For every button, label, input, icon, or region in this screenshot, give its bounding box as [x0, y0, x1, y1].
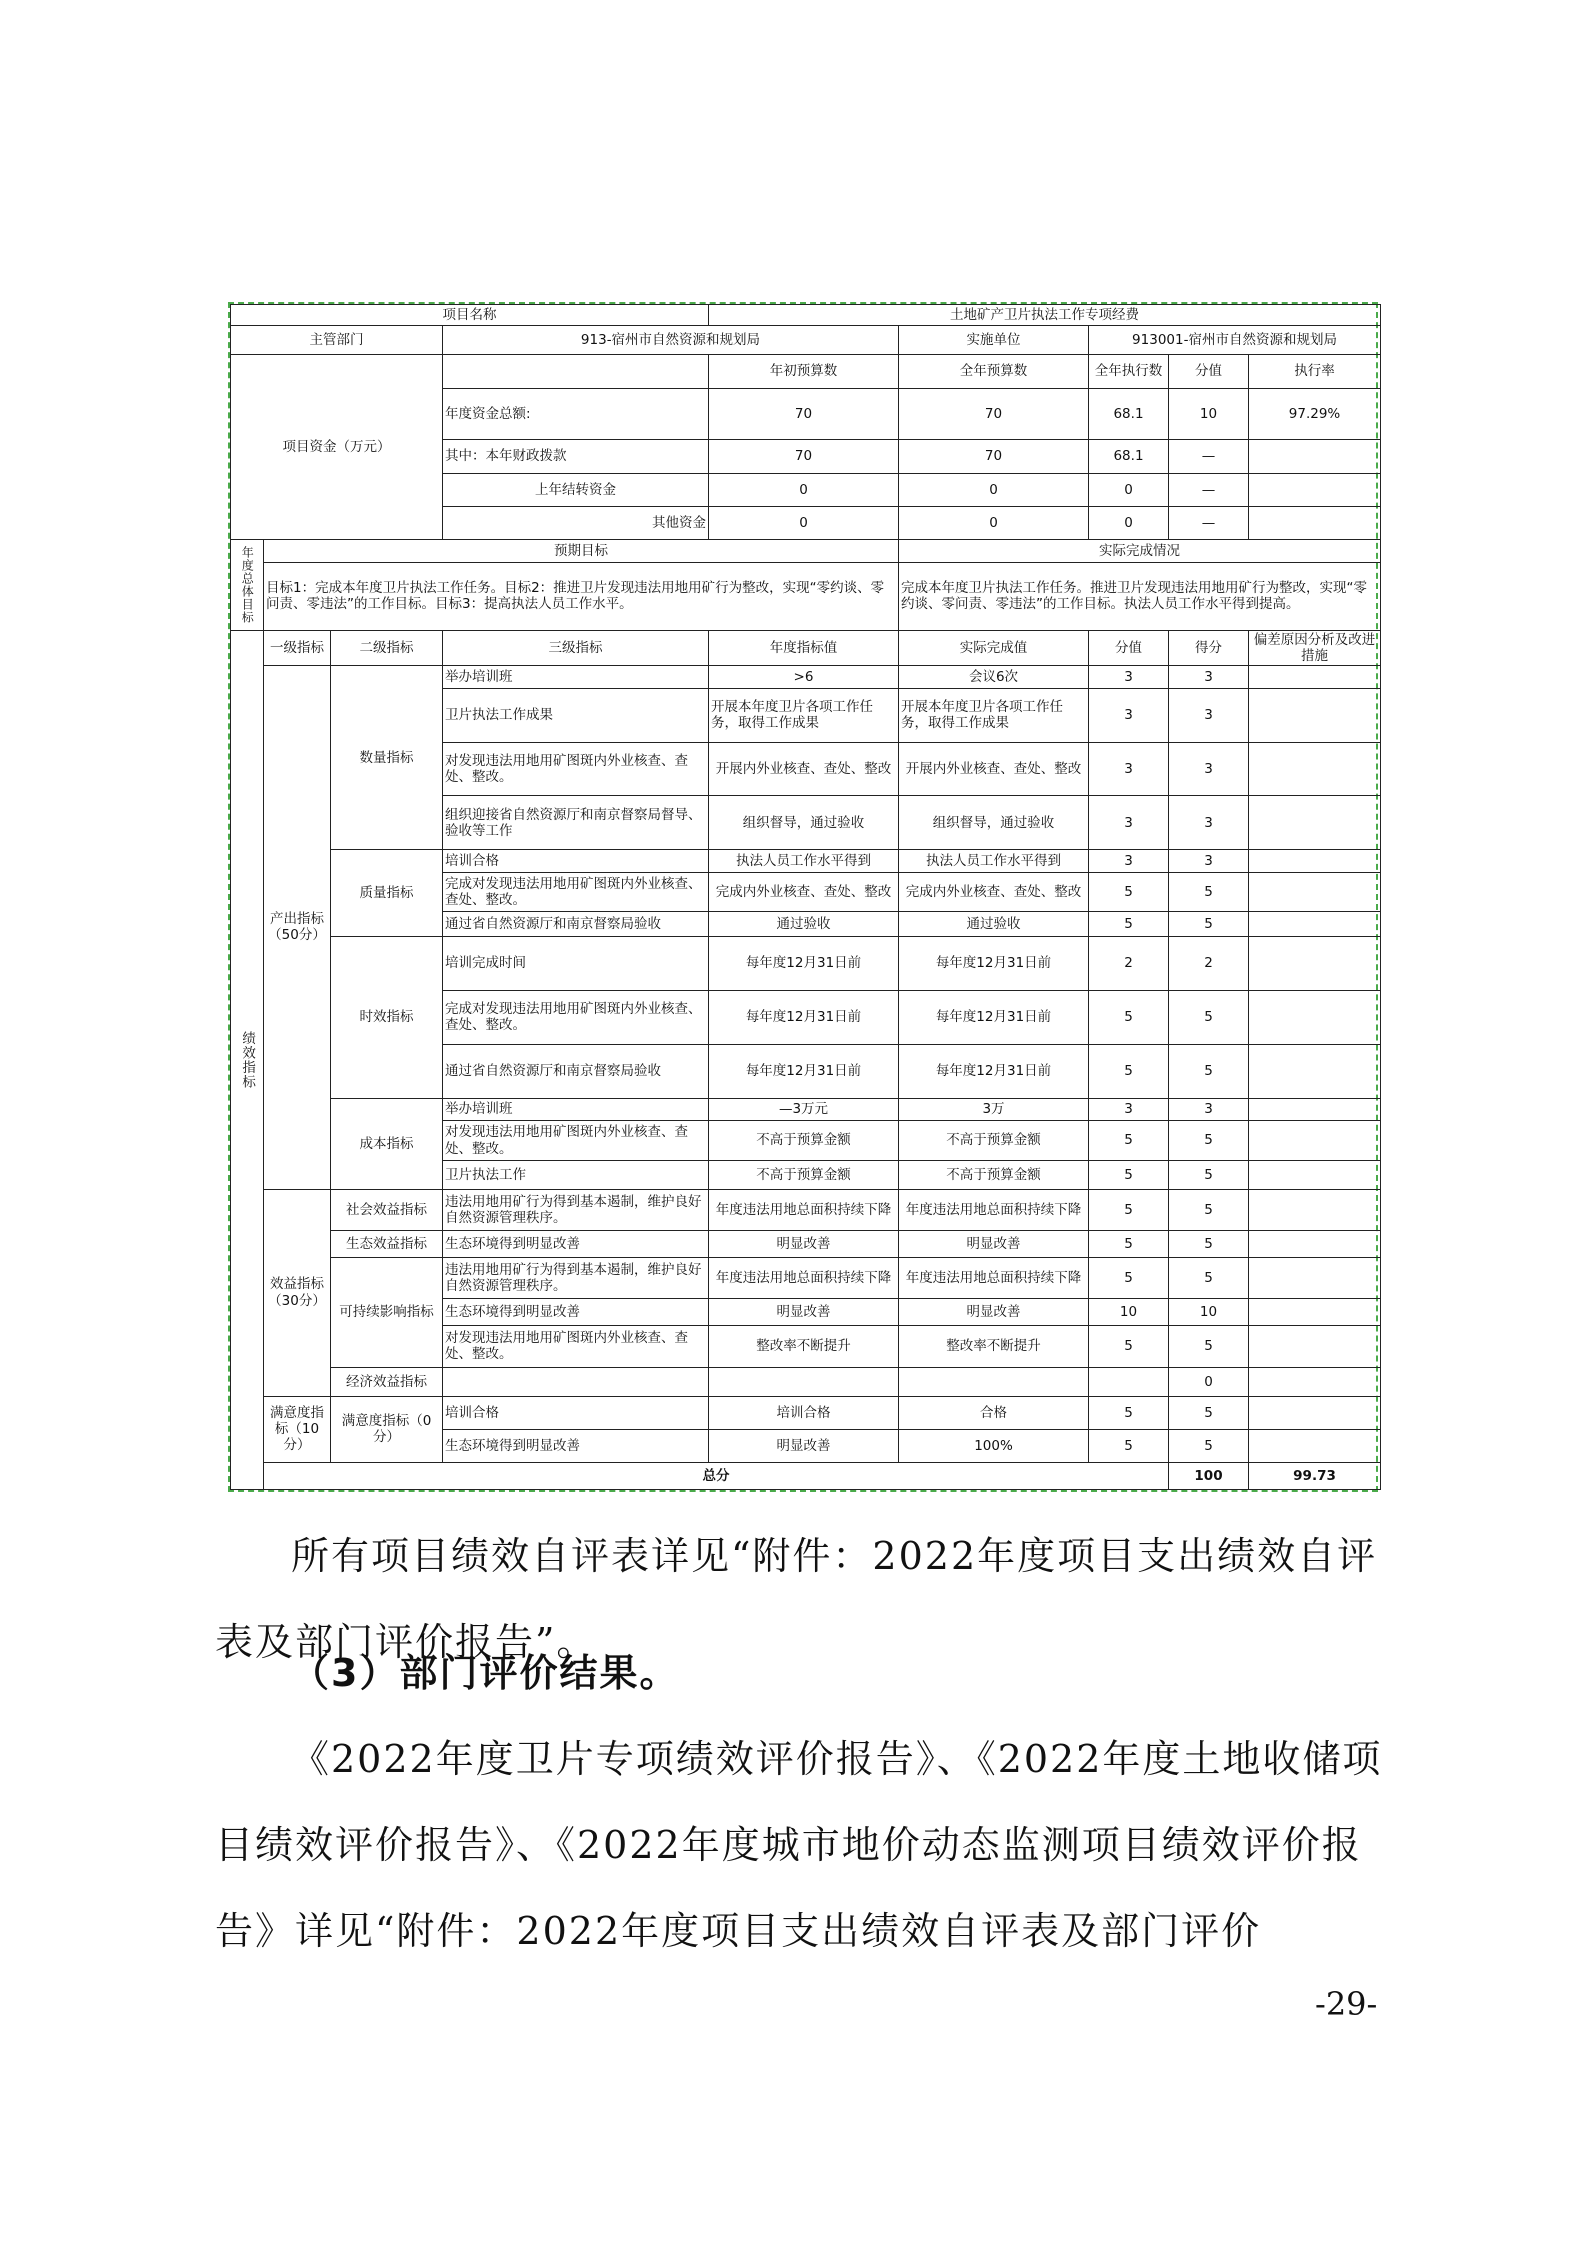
funds-header: 全年执行数 [1089, 354, 1169, 389]
ind-c7: 3 [1169, 666, 1249, 689]
ind-c6 [1089, 1367, 1169, 1396]
ind-c6: 3 [1089, 688, 1169, 742]
funds-cell: 0 [709, 473, 899, 506]
ind-c4: 培训合格 [709, 1396, 899, 1429]
ind-c6: 5 [1089, 1257, 1169, 1298]
ind-c8 [1249, 1429, 1381, 1462]
ind-c3: 卫片执法工作成果 [443, 688, 709, 742]
ind-header: 三级指标 [443, 630, 709, 665]
performance-evaluation-table [230, 304, 1381, 1490]
ind-c5: 组织督导，通过验收 [899, 796, 1089, 850]
expected-goal-label: 预期目标 [264, 539, 899, 562]
effect-label: 效益指标（30分） [264, 1189, 331, 1396]
ind-c4: 整改率不断提升 [709, 1326, 899, 1367]
ind-c8 [1249, 1299, 1381, 1326]
ind-c3 [443, 1367, 709, 1396]
ind-c4: 执法人员工作水平得到 [709, 850, 899, 873]
ind-c7: 5 [1169, 1326, 1249, 1367]
ind-c8 [1249, 666, 1381, 689]
ind-c3: 举办培训班 [443, 1098, 709, 1121]
ind-c7: 5 [1169, 1231, 1249, 1258]
ind-c6: 5 [1089, 1326, 1169, 1367]
ind-c6: 5 [1089, 1044, 1169, 1098]
ind-header: 得分 [1169, 630, 1249, 665]
ind-c5: 完成内外业核查、查处、整改 [899, 873, 1089, 912]
ind-c6: 10 [1089, 1299, 1169, 1326]
ind-c5: 执法人员工作水平得到 [899, 850, 1089, 873]
ind-c5: 100% [899, 1429, 1089, 1462]
ind-c4: 不高于预算金额 [709, 1160, 899, 1189]
impl-value: 913001-宿州市自然资源和规划局 [1089, 325, 1381, 354]
ind-c4: 开展本年度卫片各项工作任务，取得工作成果 [709, 688, 899, 742]
ind-c3: 生态环境得到明显改善 [443, 1231, 709, 1258]
ind-c8 [1249, 1396, 1381, 1429]
ind-c6: 5 [1089, 1121, 1169, 1160]
ind-c6: 3 [1089, 742, 1169, 796]
funds-cell: 0 [1089, 473, 1169, 506]
ind-c8 [1249, 1098, 1381, 1121]
funds-cell: — [1169, 506, 1249, 539]
funds-cell [1249, 440, 1381, 473]
ind-c7: 5 [1169, 1121, 1249, 1160]
ind-c7: 5 [1169, 990, 1249, 1044]
ind-c7: 5 [1169, 912, 1249, 937]
ind-c3: 组织迎接省自然资源厅和南京督察局督导、验收等工作 [443, 796, 709, 850]
funds-row-label: 其他资金 [443, 506, 709, 539]
funds-row-label: 上年结转资金 [443, 473, 709, 506]
ind-c7: 3 [1169, 1098, 1249, 1121]
ind-c4: 每年度12月31日前 [709, 937, 899, 991]
annual-goal-label [231, 539, 264, 630]
ind-c6: 2 [1089, 937, 1169, 991]
ind-c6: 5 [1089, 1189, 1169, 1230]
ind-c5: 每年度12月31日前 [899, 1044, 1089, 1098]
funds-row-label: 年度资金总额: [443, 389, 709, 440]
ind-header: 年度指标值 [709, 630, 899, 665]
quality-label: 质量指标 [331, 850, 443, 937]
ind-c5: 不高于预算金额 [899, 1121, 1089, 1160]
ind-c3: 培训合格 [443, 1396, 709, 1429]
funds-cell: 70 [709, 440, 899, 473]
ind-c5: 不高于预算金额 [899, 1160, 1089, 1189]
funds-header: 年初预算数 [709, 354, 899, 389]
funds-cell: 0 [709, 506, 899, 539]
total-got: 99.73 [1249, 1462, 1381, 1489]
funds-label: 项目资金（万元） [231, 354, 443, 539]
ind-c3: 培训完成时间 [443, 937, 709, 991]
ind-c8 [1249, 850, 1381, 873]
ind-c6: 5 [1089, 1396, 1169, 1429]
ind-c6: 5 [1089, 1160, 1169, 1189]
funds-row-label: 其中：本年财政拨款 [443, 440, 709, 473]
funds-header: 执行率 [1249, 354, 1381, 389]
ind-c5: 通过验收 [899, 912, 1089, 937]
funds-cell: 70 [709, 389, 899, 440]
ind-c4: 每年度12月31日前 [709, 990, 899, 1044]
ind-c7: 5 [1169, 1044, 1249, 1098]
ind-c4: 完成内外业核查、查处、整改 [709, 873, 899, 912]
ind-c7: 0 [1169, 1367, 1249, 1396]
ind-c7: 5 [1169, 1396, 1249, 1429]
ind-c3: 卫片执法工作 [443, 1160, 709, 1189]
ind-header: 偏差原因分析及改进措施 [1249, 630, 1381, 665]
funds-header: 分值 [1169, 354, 1249, 389]
ind-c8 [1249, 1044, 1381, 1098]
ind-c6: 5 [1089, 912, 1169, 937]
ind-c6: 5 [1089, 1429, 1169, 1462]
timeliness-label: 时效指标 [331, 937, 443, 1098]
ind-c8 [1249, 1121, 1381, 1160]
ind-c6: 5 [1089, 873, 1169, 912]
funds-cell: 0 [899, 506, 1089, 539]
ind-c4: 年度违法用地总面积持续下降 [709, 1189, 899, 1230]
paragraph-department-evaluation: 《2022年度卫片专项绩效评价报告》、《2022年度土地收储项目绩效评价报告》、《2022年度城市地价动态监测项目绩效评价报告》详见“附件：2022年度项目支出绩效自评表及部门评价 [215, 1737, 1383, 1953]
output-label: 产出指标（50分） [264, 666, 331, 1190]
ind-c6: 3 [1089, 1098, 1169, 1121]
impl-label: 实施单位 [899, 325, 1089, 354]
social-label: 社会效益指标 [331, 1189, 443, 1230]
ind-header: 分值 [1089, 630, 1169, 665]
performance-evaluation-table-container [228, 302, 1378, 1492]
funds-cell: 70 [899, 389, 1089, 440]
funds-cell: — [1169, 440, 1249, 473]
funds-cell: — [1169, 473, 1249, 506]
eco-label: 生态效益指标 [331, 1231, 443, 1258]
ind-c8 [1249, 1257, 1381, 1298]
ind-c7: 2 [1169, 937, 1249, 991]
ind-c5 [899, 1367, 1089, 1396]
ind-c4: 明显改善 [709, 1299, 899, 1326]
ind-c6: 3 [1089, 666, 1169, 689]
funds-cell: 97.29% [1249, 389, 1381, 440]
ind-c7: 5 [1169, 1429, 1249, 1462]
project-name-value: 土地矿产卫片执法工作专项经费 [709, 305, 1381, 326]
ind-c4: 通过验收 [709, 912, 899, 937]
total-score: 100 [1169, 1462, 1249, 1489]
ind-c3: 完成对发现违法用地用矿图斑内外业核查、查处、整改。 [443, 873, 709, 912]
quantity-label: 数量指标 [331, 666, 443, 850]
ind-c6: 5 [1089, 990, 1169, 1044]
ind-c5: 明显改善 [899, 1299, 1089, 1326]
ind-c5: 明显改善 [899, 1231, 1089, 1258]
ind-c6: 5 [1089, 1231, 1169, 1258]
ind-c5: 每年度12月31日前 [899, 937, 1089, 991]
section-heading: （3）部门评价结果。 [291, 1651, 680, 1695]
ind-c7: 5 [1169, 1160, 1249, 1189]
actual-text: 完成本年度卫片执法工作任务。推进卫片发现违法用地用矿行为整改，实现“零约谈、零问责、零违法”的工作目标。执法人员工作水平得到提高。 [899, 562, 1381, 630]
ind-c7: 3 [1169, 796, 1249, 850]
ind-c3: 违法用地用矿行为得到基本遏制，维护良好自然资源管理秩序。 [443, 1257, 709, 1298]
ind-c7: 5 [1169, 873, 1249, 912]
ind-c4: —3万元 [709, 1098, 899, 1121]
funds-header: 全年预算数 [899, 354, 1089, 389]
ind-c3: 完成对发现违法用地用矿图斑内外业核查、查处、整改。 [443, 990, 709, 1044]
project-name-label: 项目名称 [231, 305, 709, 326]
ind-c3: 通过省自然资源厅和南京督察局验收 [443, 1044, 709, 1098]
ind-c6: 3 [1089, 796, 1169, 850]
ind-c8 [1249, 1231, 1381, 1258]
ind-header: 实际完成值 [899, 630, 1089, 665]
ind-c8 [1249, 1189, 1381, 1230]
sustain-label: 可持续影响指标 [331, 1257, 443, 1367]
ind-c4: 不高于预算金额 [709, 1121, 899, 1160]
ind-c4: 每年度12月31日前 [709, 1044, 899, 1098]
ind-c6: 3 [1089, 850, 1169, 873]
ind-c3: 举办培训班 [443, 666, 709, 689]
ind-c7: 3 [1169, 850, 1249, 873]
ind-c4: 开展内外业核查、查处、整改 [709, 742, 899, 796]
perf-label [231, 630, 264, 1489]
ind-c3: 培训合格 [443, 850, 709, 873]
ind-c8 [1249, 937, 1381, 991]
ind-c3: 生态环境得到明显改善 [443, 1299, 709, 1326]
ind-c7: 3 [1169, 688, 1249, 742]
ind-header: 一级指标 [264, 630, 331, 665]
expected-goal-text: 目标1：完成本年度卫片执法工作任务。目标2：推进卫片发现违法用地用矿行为整改，实现“零约谈、零问责、零违法”的工作目标。目标3：提高执法人员工作水平。 [264, 562, 899, 630]
ind-c4: >6 [709, 666, 899, 689]
cost-label: 成本指标 [331, 1098, 443, 1189]
funds-header-empty [443, 354, 709, 389]
funds-cell: 70 [899, 440, 1089, 473]
ind-c5: 每年度12月31日前 [899, 990, 1089, 1044]
ind-c8 [1249, 796, 1381, 850]
funds-cell: 10 [1169, 389, 1249, 440]
ind-c5: 整改率不断提升 [899, 1326, 1089, 1367]
dept-label: 主管部门 [231, 325, 443, 354]
funds-cell: 0 [1089, 506, 1169, 539]
ind-c8 [1249, 1326, 1381, 1367]
ind-c8 [1249, 873, 1381, 912]
perf-label-text: 绩效指标 [239, 1030, 256, 1089]
ind-c7: 5 [1169, 1189, 1249, 1230]
ind-c5: 会议6次 [899, 666, 1089, 689]
ind-c5: 年度违法用地总面积持续下降 [899, 1257, 1089, 1298]
ind-c4: 年度违法用地总面积持续下降 [709, 1257, 899, 1298]
ind-c5: 年度违法用地总面积持续下降 [899, 1189, 1089, 1230]
actual-label: 实际完成情况 [899, 539, 1381, 562]
annual-goal-text: 年度总体目标 [240, 545, 255, 624]
paragraph-appendix-reference: 所有项目绩效自评表详见“附件：2022年度项目支出绩效自评表及部门评价报告”。 [215, 1534, 1378, 1664]
ind-c3: 对发现违法用地用矿图斑内外业核查、查处、整改。 [443, 742, 709, 796]
ind-c7: 5 [1169, 1257, 1249, 1298]
dept-value: 913-宿州市自然资源和规划局 [443, 325, 899, 354]
funds-cell: 0 [899, 473, 1089, 506]
ind-c3: 通过省自然资源厅和南京督察局验收 [443, 912, 709, 937]
ind-c3: 对发现违法用地用矿图斑内外业核查、查处、整改。 [443, 1326, 709, 1367]
total-label: 总分 [264, 1462, 1169, 1489]
satisf-label: 满意度指标（10分） [264, 1396, 331, 1462]
ind-c4: 明显改善 [709, 1231, 899, 1258]
funds-cell: 68.1 [1089, 440, 1169, 473]
ind-header: 二级指标 [331, 630, 443, 665]
ind-c4: 明显改善 [709, 1429, 899, 1462]
ind-c8 [1249, 912, 1381, 937]
ind-c4 [709, 1367, 899, 1396]
ind-c8 [1249, 990, 1381, 1044]
ind-c8 [1249, 1160, 1381, 1189]
ind-c3: 违法用地用矿行为得到基本遏制，维护良好自然资源管理秩序。 [443, 1189, 709, 1230]
ind-c4: 组织督导，通过验收 [709, 796, 899, 850]
satisf2-label: 满意度指标（0分） [331, 1396, 443, 1462]
ind-c3: 对发现违法用地用矿图斑内外业核查、查处、整改。 [443, 1121, 709, 1160]
funds-cell [1249, 473, 1381, 506]
ind-c3: 生态环境得到明显改善 [443, 1429, 709, 1462]
ind-c8 [1249, 1367, 1381, 1396]
ind-c5: 开展本年度卫片各项工作任务，取得工作成果 [899, 688, 1089, 742]
ind-c7: 3 [1169, 742, 1249, 796]
ind-c8 [1249, 688, 1381, 742]
funds-cell [1249, 506, 1381, 539]
economic-label: 经济效益指标 [331, 1367, 443, 1396]
ind-c7: 10 [1169, 1299, 1249, 1326]
funds-cell: 68.1 [1089, 389, 1169, 440]
ind-c5: 开展内外业核查、查处、整改 [899, 742, 1089, 796]
ind-c8 [1249, 742, 1381, 796]
ind-c5: 3万 [899, 1098, 1089, 1121]
page-number: -29- [1315, 1985, 1378, 2023]
ind-c5: 合格 [899, 1396, 1089, 1429]
